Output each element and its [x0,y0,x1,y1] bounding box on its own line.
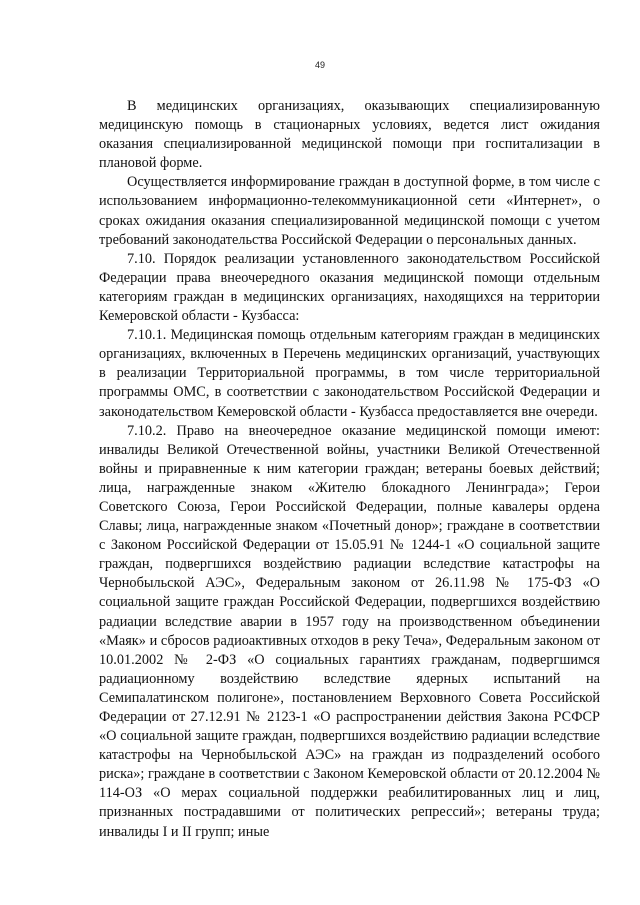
paragraph-section-7-10-1: 7.10.1. Медицинская помощь отдельным категориям граждан в медицинских организациях, включенных в Перечень медицинских организаций, участвующих в реализации Территориальной программы, в том числе территориальной программы ОМС, в соответствии с законодательством Российской Федерации и законодательством Кемеровской области - Кузбасса предоставляется вне очереди. [99,327,600,420]
paragraph-informing: Осуществляется информирование граждан в доступной форме, в том числе с использованием информационно-телекоммуникационной сети «Интернет», о сроках ожидания оказания специализированной медицинской помощи с учетом требований законодательства Российской Федерации о персональных данных. [99,174,600,248]
document-body [99,97,600,842]
paragraph-waiting-list: В медицинских организациях, оказывающих специализированную медицинскую помощь в стационарных условиях, ведется лист ожидания оказания специализированной медицинской помощи при госпитализации в плановой форме. [99,98,600,172]
paragraph-section-7-10: 7.10. Порядок реализации установленного законодательством Российской Федерации права внеочередного оказания медицинской помощи отдельным категориям граждан в медицинских организациях, находящихся на территории Кемеровской области - Кузбасса: [99,250,600,325]
page-number: 49 [314,60,325,70]
paragraph-section-7-10-2: 7.10.2. Право на внеочередное оказание медицинской помощи имеют: инвалиды Великой Отечественной войны, участники Великой Отечественной войны и приравненные к ним категории граждан; ветераны боевых действий; лица, награжденные знаком «Жителю блокадного Ленинграда»; Герои Советского Союза, Герои Российской Федерации, полные кавалеры ордена Славы; лица, награжденные знаком «Почетный донор»; граждане в соответствии с Законом Российской Федерации от 15.05.91 № 1244-1 «О социальной защите граждан, подвергшихся воздействию радиации вследствие катастрофы на Чернобыльской АЭС», Федеральным законом от 26.11.98 № 175-ФЗ «О социальной защите граждан Российской Федерации, подвергшихся воздействию радиации вследствие аварии в 1957 году на производственном объединении «Маяк» и сбросов радиоактивных отходов в реку Теча», Федеральным законом от 10.01.2002 № 2-ФЗ «О социальных гарантиях гражданам, подвергшимся радиационному воздействию вследствие ядерных испытаний на Семипалатинском полигоне», постановлением Верховного Совета Российской Федерации от 27.12.91 № 2123-1 «О распространении действия Закона РСФСР «О социальной защите граждан, подвергшихся воздействию радиации вследствие катастрофы на Чернобыльской АЭС» на граждан из подразделений особого риска»; граждане в соответствии с Законом Кемеровской области от 20.12.2004 № 114-ОЗ «О мерах социальной поддержки реабилитированных лиц и лиц, признанных пострадавшими от политических репрессий»; ветераны труда; инвалиды I и II групп; иные [99,422,600,840]
